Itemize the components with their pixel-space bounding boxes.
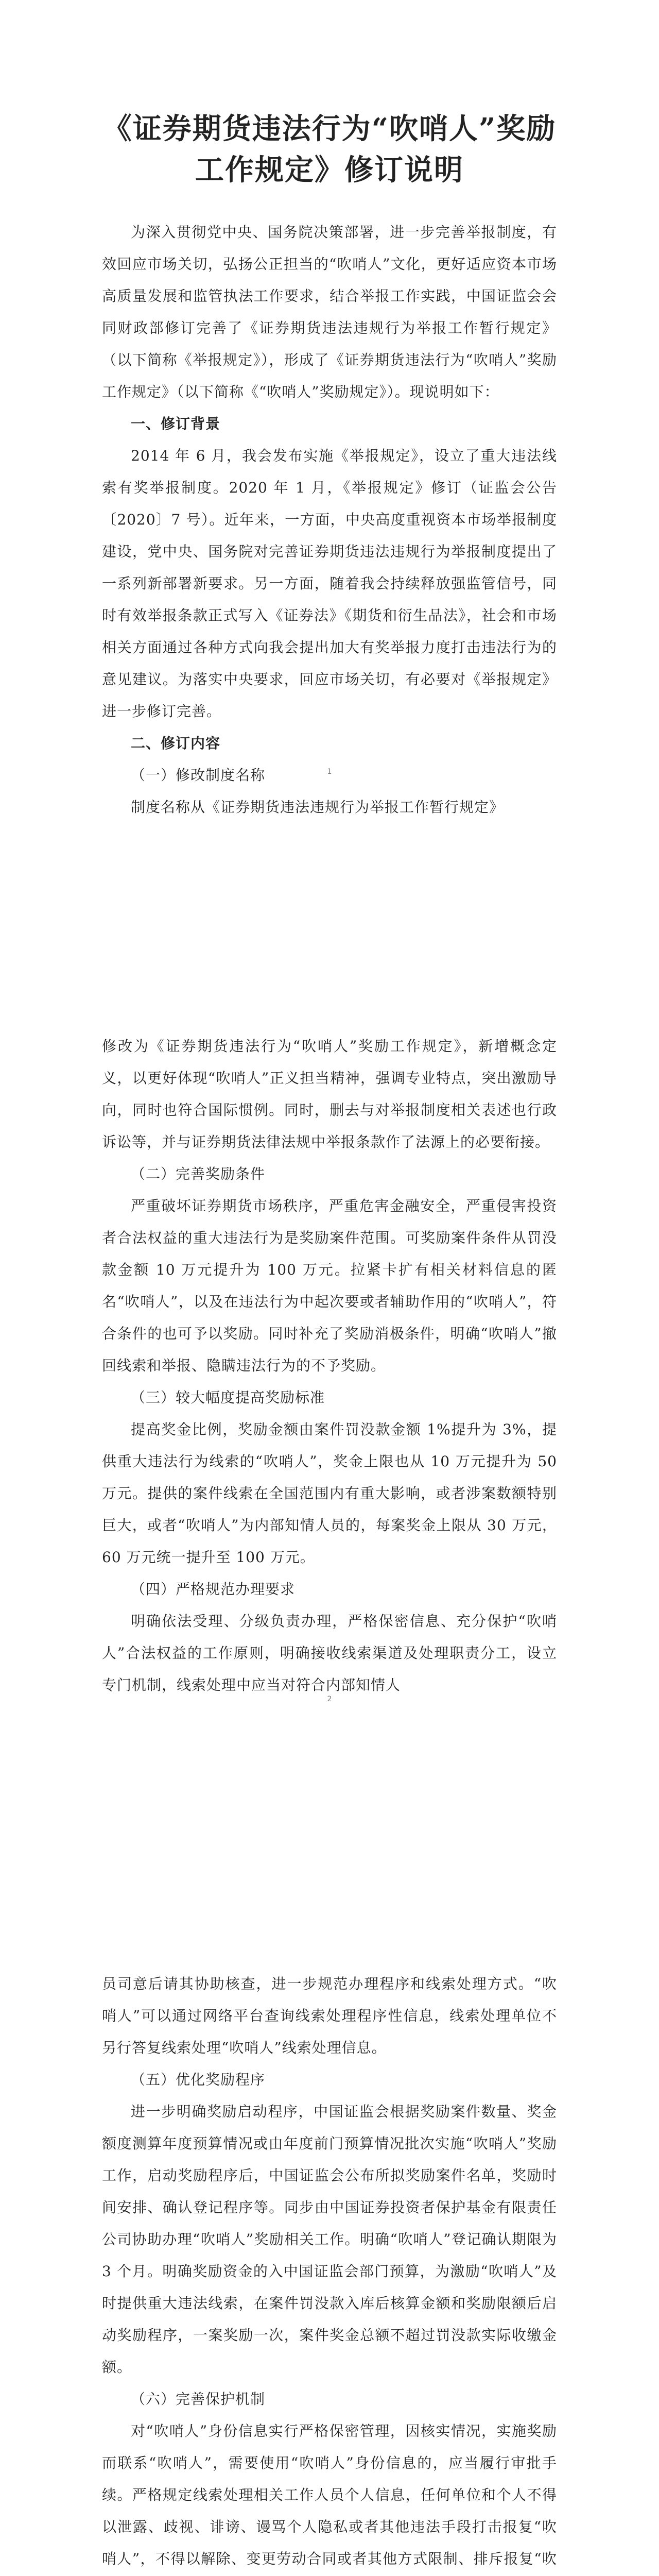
paragraph: 制度名称从《证券期货违法违规行为举报工作暂行规定》 — [131, 799, 505, 816]
paragraph: （五）优化奖励程序 — [131, 2071, 266, 2088]
paragraph: 明确依法受理、分级负责办理，严格保密信息、充分保护“吹哨人”合法权益的工作原则，明确接收线索渠道及处理职责分工，设立专门机制，线索处理中应当对符合内部知情人 — [102, 1613, 557, 1693]
paragraph: （六）完善保护机制 — [131, 2391, 266, 2408]
paragraph: （三）较大幅度提高奖励标准 — [131, 1389, 325, 1406]
paragraph: 为深入贯彻党中央、国务院决策部署，进一步完善举报制度，有效回应市场关切，弘扬公正担当的“吹哨人”文化，更好适应资本市场高质量发展和监管执法工作要求，结合举报工作实践，中国证监会会同财政部修订完善了《证券期货违法违规行为举报工作暂行规定》（以下简称《举报规定》），形成了《证券期货违法行为“吹哨人”奖励工作规定》（以下简称《“吹哨人”奖励规定》）。现说明如下： — [102, 224, 557, 400]
paragraph-continued: 员司意后请其协助核查，进一步规范办理程序和线索处理方式。“吹哨人”可以通过网络平台查询线索处理程序性信息，线索处理单位不另行答复线索处理“吹哨人”线索处理信息。 — [102, 1975, 557, 2056]
paragraph: 2014 年 6 月，我会发布实施《举报规定》，设立了重大违法线索有奖举报制度。2020 年 1 月，《举报规定》修订（证监会公告〔2020〕7 号）。近年来，一方面，中央高度重视资本市场举报制度建设，党中央、国务院对完善证券期货违法违规行为举报制度提出了一系列新部署新要求。另一方面，随着我会持续释放强监管信号，同时有效举报条款正式写入《证券法》《期货和衍生品法》，社会和市场相关方面通过各种方式向我会提出加大有奖举报力度打击违法行为的意见建议。为落实中央要求，回应市场关切，有必要对《举报规定》进一步修订完善。 — [102, 447, 557, 720]
paragraph: 进一步明确奖励启动程序，中国证监会根据奖励案件数量、奖金额度测算年度预算情况或由年度前门预算情况批次实施“吹哨人”奖励工作，启动奖励程序后，中国证监会公布所拟奖励案件名单，奖励时间安排、确认登记程序等。同步由中国证券投资者保护基金有限责任公司协助办理“吹哨人”奖励相关工作。明确“吹哨人”登记确认期限为 3 个月。明确奖励资金的入中国证监会部门预算，为激励“吹哨人”及时提供重大违法线索，在案件罚没款入库后核算金额和奖励限额后启动奖励程序，一案奖励一次，案件奖金总额不超过罚没款实际收缴金额。 — [102, 2103, 557, 2376]
document-title-line-2: 工作规定》修订说明 — [195, 153, 464, 187]
page-number-1: 1 — [327, 768, 332, 776]
page-1-body — [102, 216, 557, 823]
page-2-body — [102, 1030, 557, 1701]
page-number-2: 2 — [327, 1695, 332, 1703]
paragraph: （二）完善奖励条件 — [131, 1165, 266, 1182]
paragraph: 严重破坏证券期货市场秩序，严重危害金融安全，严重侵害投资者合法权益的重大违法行为是奖励案件范围。可奖励案件条件从罚没款金额 10 万元提升为 100 万元。拉紧卡扩有相关材料信息的匿名“吹哨人”，以及在违法行为中起次要或者辅助作用的“吹哨人”，符合条件的也可予以奖励。同时补充了奖励消极条件，明确“吹哨人”撤回线索和举报、隐瞒违法行为的不予奖励。 — [102, 1197, 557, 1374]
paragraph: （四）严格规范办理要求 — [131, 1581, 296, 1598]
paragraph: 对“吹哨人”身份信息实行严格保密管理，因核实情况，实施奖励而联系“吹哨人”，需要使用“吹哨人”身份信息的，应当履行审批手续。严格规定线索处理相关工作人员个人信息，任何单位和个人不得以泄露、歧视、诽谤、谩骂个人隐私或者其他违法手段打击报复“吹哨人”，不得以解除、变更劳动合同或者其他方式限制、排斥报复“吹 — [102, 2422, 557, 2567]
paragraph: 提高奖金比例，奖励金额由案件罚没款金额 1%提升为 3%，提供重大违法行为线索的“吹哨人”，奖金上限也从 10 万元提升为 50 万元。提供的案件线索在全国范围内有重大影响，或者涉案数额特别巨大，或者“吹哨人”为内部知情人员的，每案奖金上限从 30 万元，60 万元统一提升至 100 万元。 — [102, 1421, 557, 1566]
paragraph-continued: 修改为《证券期货违法行为“吹哨人”奖励工作规定》，新增概念定义，以更好体现“吹哨人”正义担当精神，强调专业特点，突出激励导向，同时也符合国际惯例。同时，删去与对举报制度相关表述也行政诉讼等，并与证券期货法律法规中举报条款作了法源上的必要衔接。 — [102, 1038, 557, 1150]
section-heading: 一、修订背景 — [131, 415, 221, 432]
page-3-body — [102, 1968, 557, 2576]
document-title-line-1: 《证券期货违法行为“吹哨人”奖励 — [102, 112, 557, 146]
section-heading: 二、修订内容 — [131, 735, 221, 752]
paragraph: （一）修改制度名称 — [131, 767, 266, 784]
